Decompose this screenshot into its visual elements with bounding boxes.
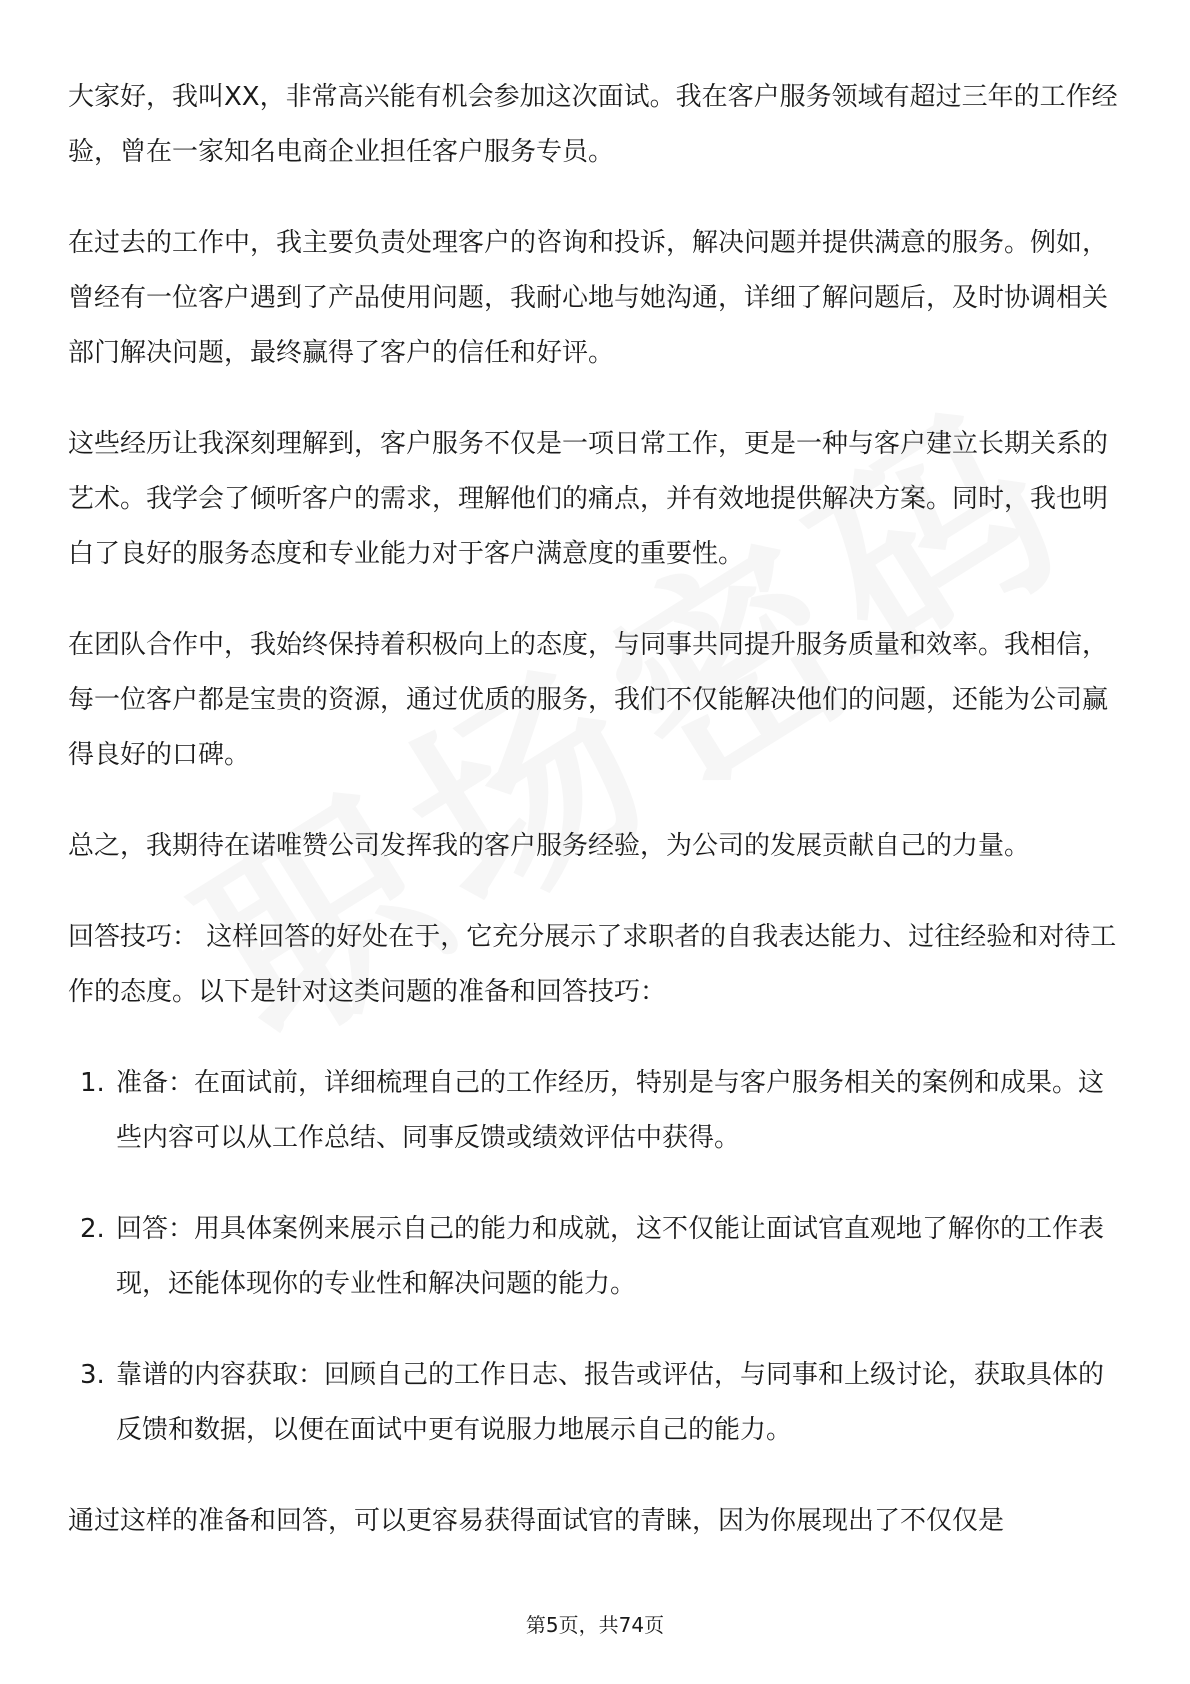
list-item-text: 靠谱的内容获取：回顾自己的工作日志、报告或评估，与同事和上级讨论，获取具体的反馈和数据，以便在面试中更有说服力地展示自己的能力。 <box>116 1360 1105 1445</box>
list-item-number: 2. <box>80 1214 105 1244</box>
list-item-text: 回答：用具体案例来展示自己的能力和成就，这不仅能让面试官直观地了解你的工作表现，还能体现你的专业性和解决问题的能力。 <box>116 1214 1105 1299</box>
paragraph-closing: 通过这样的准备和回答，可以更容易获得面试官的青睐，因为你展现出了不仅仅是 <box>68 1506 1005 1536</box>
paragraph-experience: 在过去的工作中，我主要负责处理客户的咨询和投诉，解决问题并提供满意的服务。例如，曾经有一位客户遇到了产品使用问题，我耐心地与她沟通，详细了解问题后，及时协调相关部门解决问题，最终赢得了客户的信任和好评。 <box>68 228 1109 368</box>
tips-list <box>68 1056 1124 1458</box>
list-item-number: 3. <box>80 1360 105 1390</box>
list-item-number: 1. <box>80 1068 105 1098</box>
list-item <box>68 1202 1124 1312</box>
list-item <box>68 1348 1124 1458</box>
list-item <box>68 1056 1124 1166</box>
paragraph-insight: 这些经历让我深刻理解到，客户服务不仅是一项日常工作，更是一种与客户建立长期关系的艺术。我学会了倾听客户的需求，理解他们的痛点，并有效地提供解决方案。同时，我也明白了良好的服务态度和专业能力对于客户满意度的重要性。 <box>68 429 1109 569</box>
page-footer: 第5页，共74页 <box>525 1613 665 1637</box>
paragraph-answer-tips: 回答技巧： 这样回答的好处在于，它充分展示了求职者的自我表达能力、过往经验和对待工作的态度。以下是针对这类问题的准备和回答技巧： <box>68 922 1117 1007</box>
list-item-text: 准备：在面试前，详细梳理自己的工作经历，特别是与客户服务相关的案例和成果。这些内容可以从工作总结、同事反馈或绩效评估中获得。 <box>116 1068 1105 1153</box>
paragraph-intro: 大家好，我叫XX，非常高兴能有机会参加这次面试。我在客户服务领域有超过三年的工作经验，曾在一家知名电商企业担任客户服务专员。 <box>68 82 1118 167</box>
paragraph-teamwork: 在团队合作中，我始终保持着积极向上的态度，与同事共同提升服务质量和效率。我相信，每一位客户都是宝贵的资源，通过优质的服务，我们不仅能解决他们的问题，还能为公司赢得良好的口碑。 <box>68 630 1109 770</box>
document-body <box>68 70 1124 1585</box>
paragraph-conclusion: 总之，我期待在诺唯赞公司发挥我的客户服务经验，为公司的发展贡献自己的力量。 <box>68 831 1031 861</box>
